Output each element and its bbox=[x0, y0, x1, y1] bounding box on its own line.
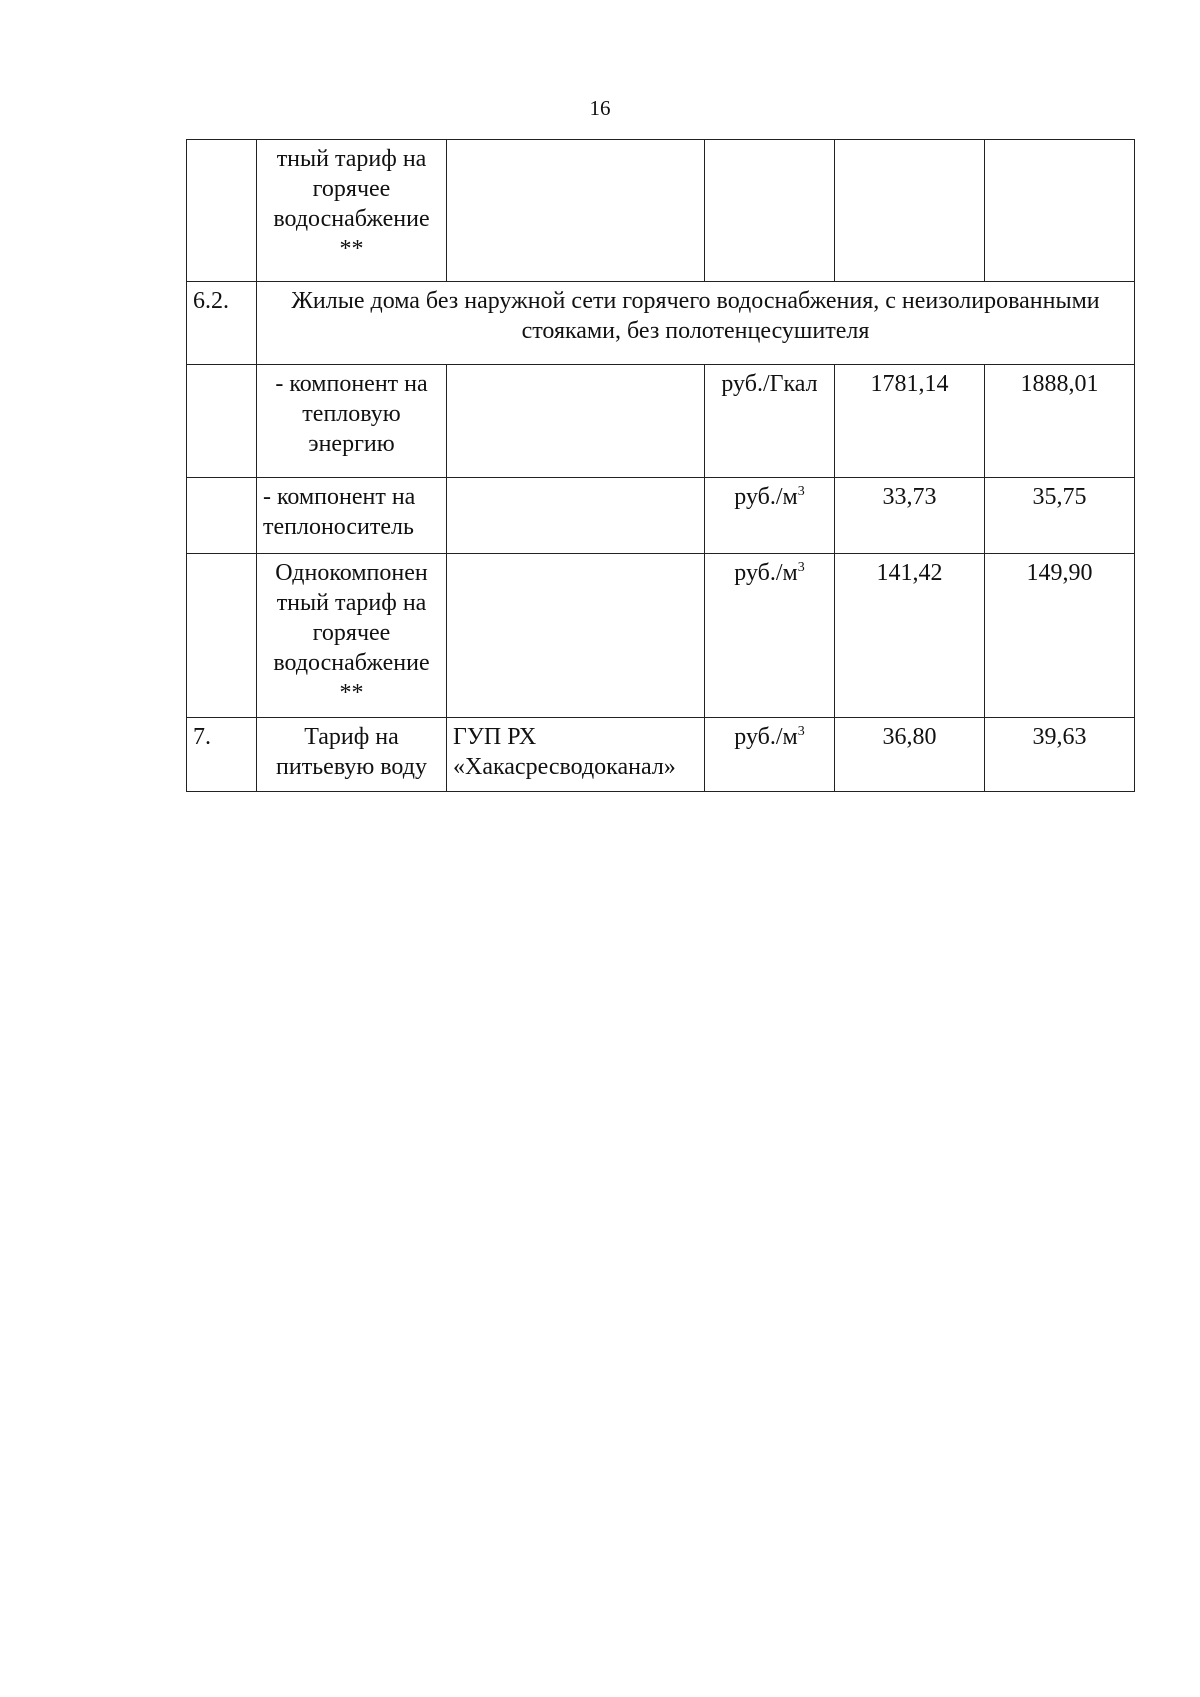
cell-tariff-name: тный тариф на горячее водоснабжение ** bbox=[257, 140, 447, 282]
cell-tariff-name: - компонент на теплоноситель bbox=[257, 478, 447, 554]
cell-unit: руб./Гкал bbox=[705, 365, 835, 478]
cell-org bbox=[447, 478, 705, 554]
cell-tariff-name: - компонент на тепловую энергию bbox=[257, 365, 447, 478]
cell-unit bbox=[705, 554, 835, 718]
cell-value-1 bbox=[835, 140, 985, 282]
cell-unit bbox=[705, 718, 835, 792]
unit-exponent: 3 bbox=[797, 484, 805, 499]
cell-unit bbox=[705, 140, 835, 282]
unit-base: руб./м bbox=[734, 724, 798, 750]
table-row-drinking-water bbox=[187, 718, 1135, 792]
cell-value-2 bbox=[985, 140, 1135, 282]
cell-num bbox=[187, 478, 257, 554]
unit-exponent: 3 bbox=[797, 724, 805, 739]
cell-num: 7. bbox=[187, 718, 257, 792]
cell-num bbox=[187, 554, 257, 718]
cell-value-1: 33,73 bbox=[835, 478, 985, 554]
unit-exponent: 3 bbox=[797, 560, 805, 575]
table-row-heat-component bbox=[187, 365, 1135, 478]
cell-tariff-name: Тариф на питьевую воду bbox=[257, 718, 447, 792]
table-row-carrier-component bbox=[187, 478, 1135, 554]
cell-value-1: 141,42 bbox=[835, 554, 985, 718]
cell-value-2: 39,63 bbox=[985, 718, 1135, 792]
cell-unit bbox=[705, 478, 835, 554]
cell-org bbox=[447, 365, 705, 478]
cell-num bbox=[187, 140, 257, 282]
table-row-section-6-2 bbox=[187, 282, 1135, 365]
cell-value-1: 1781,14 bbox=[835, 365, 985, 478]
cell-value-2: 1888,01 bbox=[985, 365, 1135, 478]
cell-value-1: 36,80 bbox=[835, 718, 985, 792]
table-row-single-component bbox=[187, 554, 1135, 718]
unit-base: руб./м bbox=[734, 484, 798, 510]
cell-org bbox=[447, 140, 705, 282]
page-number: 16 bbox=[589, 96, 611, 120]
cell-value-2: 35,75 bbox=[985, 478, 1135, 554]
cell-tariff-name: Однокомпонен тный тариф на горячее водоснабжение ** bbox=[257, 554, 447, 718]
cell-org bbox=[447, 554, 705, 718]
cell-value-2: 149,90 bbox=[985, 554, 1135, 718]
table-row-hot-water-continued bbox=[187, 140, 1135, 282]
tariff-table bbox=[186, 139, 1135, 792]
section-title: Жилые дома без наружной сети горячего водоснабжения, с неизолированными стояками, без полотенцесушителя bbox=[257, 282, 1135, 365]
cell-num: 6.2. bbox=[187, 282, 257, 365]
unit-base: руб./м bbox=[734, 560, 798, 586]
cell-org: ГУП РХ «Хакасресводоканал» bbox=[447, 718, 705, 792]
cell-num bbox=[187, 365, 257, 478]
